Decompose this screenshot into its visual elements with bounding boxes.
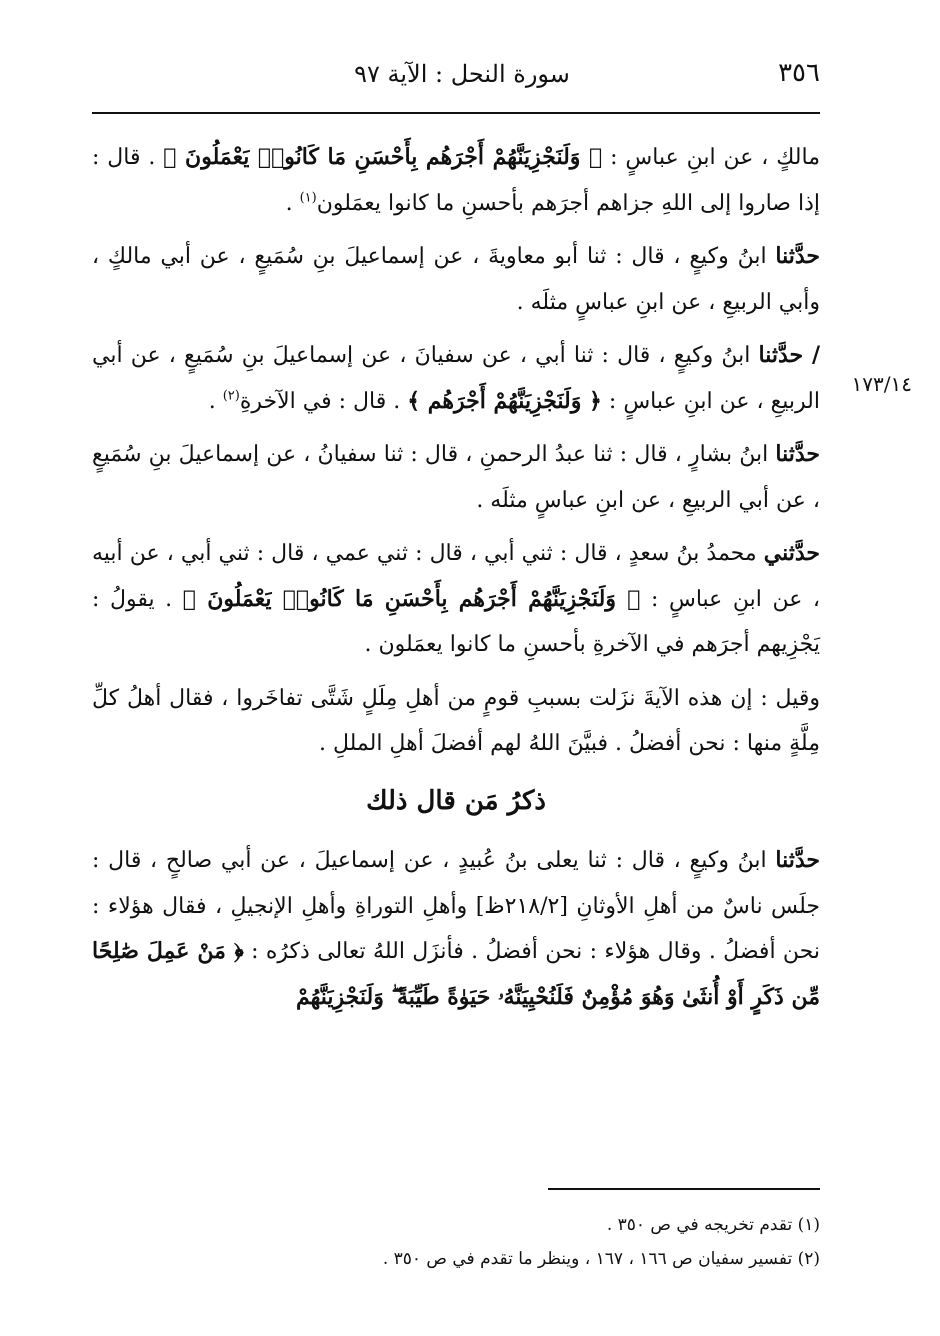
- paragraph-text: .: [208, 388, 223, 414]
- paragraph-text: ابنُ وكيعٍ ، قال : ثنا يعلى بنُ عُبيدٍ ، عن إسماعيلَ ، عن أبي صالحٍ ، قال : جلَس ناسٌ من أهلِ الأوثانِ [٢١٨/٢ظ] وأهلِ التوراةِ وأهلِ الإنجيلِ ، فقال هؤلاء : نحن أفضلُ . وقال هؤلاء : نحن أفضلُ . فأنزَل اللهُ تعالى ذكرُه :: [92, 848, 820, 964]
- paragraph-lead: / حدَّثنا: [758, 342, 820, 368]
- footnote-1: (١) تقدم تخريجه في ص ٣٥٠ .: [606, 1215, 820, 1235]
- paragraph-7: [92, 838, 820, 1020]
- main-text: [92, 135, 820, 1028]
- paragraph-3: [92, 333, 820, 424]
- paragraph-text: .: [285, 190, 300, 216]
- running-title: سورة النحل : الآية ٩٧: [354, 60, 570, 88]
- paragraph-2: [92, 234, 820, 325]
- paragraph-text: وقيل : إن هذه الآيةَ نزَلت بسببِ قومٍ من أهلِ مِلَلٍ شَتَّى تفاخَروا ، فقال أهلُ كلِّ مِلَّةٍ منها : نحن أفضلُ . فبيَّنَ اللهُ لهم أفضلَ أهلِ المللِ .: [92, 685, 820, 756]
- footnotes: [92, 1208, 820, 1276]
- page-header: [92, 58, 820, 98]
- paragraph-5: [92, 531, 820, 668]
- paragraph-text: . قال : في الآخرةِ: [239, 388, 408, 414]
- paragraph-lead: حدَّثنا: [775, 847, 820, 873]
- paragraph-text: ابنُ بشارٍ ، قال : ثنا عبدُ الرحمنِ ، قال : ثنا سفيانُ ، عن إسماعيلَ بنِ سُمَيعٍ ، عن أبي الربيعِ ، عن ابنِ عباسٍ مثلَه .: [92, 442, 820, 513]
- section-heading: ذكرُ مَن قال ذلك: [366, 785, 546, 816]
- quran-quote: ﴿ مَنْ عَمِلَ صَٰلِحًا مِّن ذَكَرٍ أَوْ أُنثَىٰ وَهُوَ مُؤْمِنٌ فَلَنُحْيِيَنَّهُۥ حَيَوٰةً طَيِّبَةً ۖ وَلَنَجْزِيَنَّهُمْ: [92, 938, 820, 1010]
- paragraph-text: . قال : إذا صاروا إلى اللهِ جزاهم أجرَهم بأحسنِ ما كانوا يعمَلون: [92, 145, 820, 216]
- paragraph-6: [92, 676, 820, 767]
- paragraph-lead: حدَّثنا: [775, 441, 820, 467]
- paragraph-text: . يقولُ : يَجْزِيهم أجرَهم في الآخرةِ بأحسنِ ما كانوا يعمَلون .: [92, 586, 820, 657]
- footnote-rule: [548, 1188, 820, 1190]
- paragraph-4: [92, 432, 820, 523]
- quran-quote: ﴿ وَلَنَجْزِيَنَّهُمْ أَجْرَهُم بِأَحْسَنِ مَا كَانُوا۟ يَعْمَلُونَ ﴾: [182, 585, 641, 612]
- footnote-2: (٢) تفسير سفيان ص ١٦٦ ، ١٦٧ ، وينظر ما تقدم في ص ٣٥٠ .: [382, 1249, 820, 1269]
- paragraph-text: مالكٍ ، عن ابنِ عباسٍ :: [602, 145, 821, 170]
- page-number: ٣٥٦: [778, 58, 820, 88]
- paragraph-lead: حدَّثني: [763, 540, 820, 566]
- paragraph-1: [92, 135, 820, 226]
- paragraph-text: ابنُ وكيعٍ ، قال : ثنا أبي ، عن سفيانَ ، عن إسماعيلَ بنِ سُمَيعٍ ، عن أبي الربيعِ ، عن ابنِ عباسٍ :: [92, 343, 820, 414]
- footnote-marker: (١): [299, 190, 317, 206]
- paragraph-lead: حدَّثنا: [775, 243, 820, 269]
- header-rule: [92, 112, 820, 114]
- footnote-marker: (٢): [222, 388, 240, 404]
- margin-reference: ١٧٣/١٤: [851, 372, 912, 396]
- paragraph-text: ابنُ وكيعٍ ، قال : ثنا أبو معاويةَ ، عن إسماعيلَ بنِ سُمَيعٍ ، عن أبي مالكٍ ، وأبي الربيعِ ، عن ابنِ عباسٍ مثلَه .: [92, 244, 820, 315]
- quran-quote: ﴿ وَلَنَجْزِيَنَّهُمْ أَجْرَهُم ﴾: [407, 387, 602, 414]
- quran-quote: ﴿ وَلَنَجْزِيَنَّهُمْ أَجْرَهُم بِأَحْسَنِ مَا كَانُوا۟ يَعْمَلُونَ ﴾: [163, 144, 603, 170]
- paragraph-text: محمدُ بنُ سعدٍ ، قال : ثني أبي ، قال : ثني عمي ، قال : ثني أبي ، عن أبيه ، عن ابنِ عباسٍ :: [92, 541, 820, 612]
